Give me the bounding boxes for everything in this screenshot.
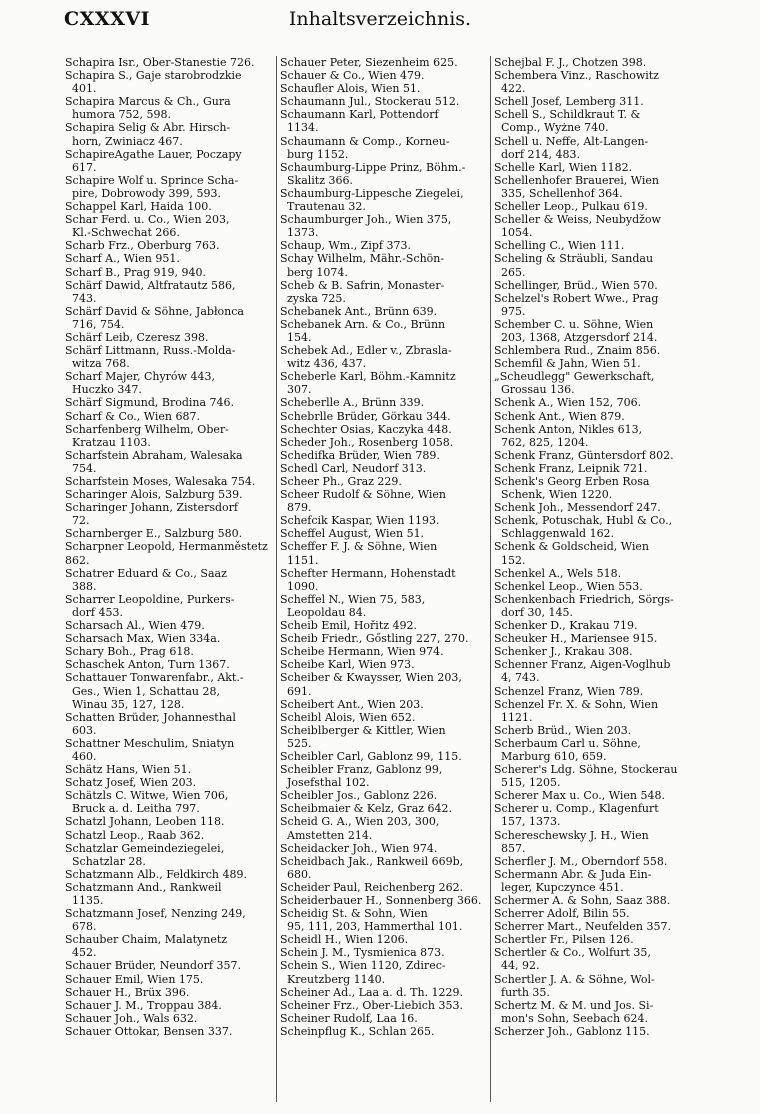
index-entry: Schefter Hermann, Hohenstadt 1090. [280,566,456,593]
index-entry: Schelle Karl, Wien 1182. [494,160,633,174]
index-entry: Scheider Paul, Reichenberg 262. [280,880,464,894]
index-entry: Scheller & Weiss, Neubydžow 1054. [494,213,661,240]
index-entry: Scheller Leop., Pulkau 619. [494,200,648,214]
index-entry: Schatzlar Gemeindeziegelei, Schatzlar 28. [65,841,225,868]
index-entry: Scherrer Adolf, Bilin 55. [494,907,630,921]
index-entry: Schatzmann Josef, Nenzing 249, 678. [65,907,246,934]
index-entry: Schapira Isr., Ober-Stanestie 726. [65,56,255,69]
index-entry: Scheffel August, Wien 51. [280,527,425,541]
index-entry: Schenzel Fr. X. & Sohn, Wien 1121. [494,697,659,724]
index-entry: Schaumann Karl, Pottendorf 1134. [280,108,439,135]
index-entry: Scheidacker Joh., Wien 974. [280,841,438,855]
index-entry: Schauer Peter, Siezenheim 625. [280,56,458,69]
index-entry: Schertler J. A. & Söhne, Wol- furth 35. [494,972,655,999]
index-entry: Scheib Emil, Hořitz 492. [280,619,418,633]
index-entry: Schatzmann Alb., Feldkirch 489. [65,867,247,881]
index-entry: Schell Josef, Lemberg 311. [494,95,644,109]
index-entry: Schatzl Johann, Leoben 118. [65,815,225,829]
index-entry: Scharf & Co., Wien 687. [65,409,201,423]
index-entry: Schatzmann And., Rankweil 1135. [65,880,222,907]
index-entry: Scheidl H., Wien 1206. [280,933,409,947]
index-entry: Schatrer Eduard & Co., Saaz 388. [65,566,227,593]
index-entry: Schauer Brüder, Neundorf 357. [65,959,241,973]
index-entry: Schauer J. M., Troppau 384. [65,998,222,1012]
index-entry: Schenk, Potuschak, Hubl & Co., Schlaggenwald 162. [494,514,673,541]
index-entry: Schejbal F. J., Chotzen 398. [494,56,647,69]
index-entry: Scheiner Ad., Laa a. d. Th. 1229. [280,985,464,999]
index-entry: Scharnberger E., Salzburg 580. [65,527,243,541]
index-entry: Schertler & Co., Wolfurt 35, 44, 92. [494,946,651,973]
page-number: CXXXVI [64,8,150,30]
index-entry: Scheder Joh., Rosenberg 1058. [280,435,454,449]
index-entry: Schenk Franz, Güntersdorf 802. [494,448,674,462]
index-entry: Scheiner Rudolf, Laa 16. [280,1011,418,1025]
index-entry: Scharsach Al., Wien 479. [65,619,205,633]
index-entry: Schenk Anton, Nikles 613, 762, 825, 1204. [494,422,643,449]
index-entry: Schein J. M., Tysmienica 873. [280,946,445,960]
index-entry: Scherfler J. M., Oberndorf 558. [494,854,668,868]
index-entry: Schapire Wolf u. Sprince Scha- pire, Dobrowody 399, 593. [65,173,239,200]
index-entry: Schenk A., Wien 152, 706. [494,396,642,410]
index-entry: Schar Ferd. u. Co., Wien 203, Kl.-Schwechat 266. [65,213,230,240]
index-entry: Schenk Franz, Leipnik 721. [494,461,648,475]
index-entry: Scharf Majer, Chyrów 443, Huczko 347. [65,370,215,397]
index-entry: Scheffer F. J. & Söhne, Wien 1151. [280,540,438,567]
index-entry: Scharb Frz., Oberburg 763. [65,239,220,253]
index-entry: Schauer H., Brüx 396. [65,985,190,999]
index-entry: Schertz M. & M. und Jos. Si- mon's Sohn, Seebach 624. [494,998,654,1025]
index-entry: Schärf David & Söhne, Jabłonca 716, 754. [65,304,244,331]
index-entry: Schärf Leib, Czeresz 398. [65,330,209,344]
index-entry: Schenk Ant., Wien 879. [494,409,625,423]
index-entry: Schedl Carl, Neudorf 313. [280,461,427,475]
index-entry: Schember C. u. Söhne, Wien 203, 1368, Atzgersdorf 214. [494,317,658,344]
index-entry: Schenner Franz, Aigen-Voglhub 4, 743. [494,658,671,685]
index-entry: Schenker D., Krakau 719. [494,619,638,633]
index-entry: Schatten Brüder, Johannesthal 603. [65,710,236,737]
index-entry: Scheer Rudolf & Söhne, Wien 879. [280,488,447,515]
index-entry: Schattner Meschulim, Sniatyn 460. [65,736,235,763]
index-entry: Schlembera Rud., Znaim 856. [494,344,661,358]
index-entry: Schedifka Brüder, Wien 789. [280,448,440,462]
index-entry: Schaschek Anton, Turn 1367. [65,658,230,672]
index-columns [62,56,706,1102]
index-entry: Scheibler Jos., Gablonz 226. [280,789,438,803]
index-entry: Schaumann & Comp., Korneu- burg 1152. [280,134,450,161]
index-entry: Schätzls C. Witwe, Wien 706, Bruck a. d. Leitha 797. [65,789,229,816]
index-entry: Scheffel N., Wien 75, 583, Leopoldau 84. [280,592,426,619]
index-entry: Schechter Osias, Kaczyka 448. [280,422,452,436]
index-entry: Scharinger Johann, Zistersdorf 72. [65,501,238,528]
index-entry: Scherer u. Comp., Klagenfurt 157, 1373. [494,802,659,829]
index-entry: Schärf Littmann, Russ.-Molda- witza 768. [65,344,236,371]
index-entry: Schereschewsky J. H., Wien 857. [494,828,649,855]
index-entry: Scheidbach Jak., Rankweil 669b, 680. [280,854,464,881]
index-entry: Scheibmaier & Kelz, Graz 642. [280,802,453,816]
index-entry: Schauer Emil, Wien 175. [65,972,204,986]
index-entry: Schattauer Tonwarenfabr., Akt.- Ges., Wien 1, Schattau 28, Winau 35, 127, 128. [65,671,244,711]
index-entry: Scheibert Ant., Wien 203. [280,697,424,711]
index-entry: Schermann Abr. & Juda Ein- leger, Kupczynce 451. [494,867,652,894]
index-entry: Schaumburg-Lippe Prinz, Böhm.- Skalitz 366. [280,160,466,187]
index-entry: Schapira S., Gaje starobrodzkie 401. [65,69,242,96]
index-entry: Schauer Ottokar, Bensen 337. [65,1024,233,1038]
index-entry: Schebrlle Brüder, Görkau 344. [280,409,451,423]
index-entry: Schatzl Leop., Raab 362. [65,828,205,842]
index-entry: Schenkenbach Friedrich, Sörgs- dorf 30, 145. [494,592,674,619]
index-entry: Schenkel A., Wels 518. [494,566,622,580]
index-column-middle [276,56,490,1102]
index-entry: Scheer Ph., Graz 229. [280,475,402,488]
index-entry: Schein S., Wien 1120, Zdirec- Kreutzberg 1140. [280,959,446,986]
index-entry: Schärf Sigmund, Brodina 746. [65,396,235,410]
index-entry: Scharfenberg Wilhelm, Ober- Kratzau 1103. [65,422,229,449]
index-entry: Scheib Friedr., Gőstling 227, 270. [280,632,469,646]
index-entry: Scheiderbauer H., Sonnenberg 366. [280,894,482,907]
index-entry: Schauer & Co., Wien 479. [280,69,425,83]
index-entry: Schelzel's Robert Wwe., Prag 975. [494,291,659,318]
index-entry: Schertler Fr., Pilsen 126. [494,933,634,947]
index-entry: Schaufler Alois, Wien 51. [280,82,421,96]
index-column-right [490,56,704,1102]
index-entry: Schembera Vinz., Raschowitz 422. [494,69,659,96]
index-entry: Scheuker H., Mariensee 915. [494,632,658,646]
index-entry: Scharf A., Wien 951. [65,252,180,266]
index-entry: Scherbaum Carl u. Söhne, Marburg 610, 659. [494,736,641,763]
index-entry: Schauer Joh., Wals 632. [65,1011,198,1025]
index-column-left [62,56,276,1102]
index-entry: Scharinger Alois, Salzburg 539. [65,488,243,502]
index-entry: Schefcik Kaspar, Wien 1193. [280,514,440,528]
index-entry: Schaumann Jul., Stockerau 512. [280,95,460,109]
index-entry: Scheling & Sträubli, Sandau 265. [494,252,654,279]
index-entry: Schärf Dawid, Altfratautz 586, 743. [65,278,236,305]
index-entry: Scheibler Franz, Gablonz 99, Josefsthal 102. [280,763,443,790]
index-entry: Scheb & B. Safrin, Monaster- zyska 725. [280,278,445,305]
index-entry: Schenzel Franz, Wien 789. [494,684,644,698]
index-entry: Schatz Josef, Wien 203. [65,776,197,790]
index-entry: Schätz Hans, Wien 51. [65,763,192,777]
index-entry: Scheiber & Kwaysser, Wien 203, 691. [280,671,462,698]
index-entry: Scheibler Carl, Gablonz 99, 115. [280,749,462,763]
index-entry: Scherer Max u. Co., Wien 548. [494,789,665,803]
index-entry: Schappel Karl, Haida 100. [65,200,212,214]
index-entry: Scheiblberger & Kittler, Wien 525. [280,723,446,750]
index-entry: Scharsach Max, Wien 334a. [65,632,221,646]
index-entry: Schenkel Leop., Wien 553. [494,579,643,593]
index-entry: „Scheudlegg" Gewerkschaft, Grossau 136. [494,370,655,397]
index-entry: Scheibe Karl, Wien 973. [280,658,415,672]
index-entry: Schellinger, Brüd., Wien 570. [494,278,658,292]
index-entry: Scheinpflug K., Schlan 265. [280,1024,435,1038]
index-entry: Scharfstein Abraham, Walesaka 754. [65,448,243,475]
index-entry: Scheiner Frz., Ober-Liebich 353. [280,998,464,1012]
index-entry: Schenk Joh., Messendorf 247. [494,501,661,515]
index-entry: Schell S., Schildkraut T. & Comp., Wyżne 740. [494,108,641,135]
index-entry: Schapira Marcus & Ch., Gura humora 752, 598. [65,95,231,122]
index-entry: Schermer A. & Sohn, Saaz 388. [494,894,671,907]
index-entry: Schebanek Arn. & Co., Brünn 154. [280,317,446,344]
index-entry: Schellenhofer Brauerei, Wien 335, Schellenhof 364. [494,173,659,200]
index-entry: Scheberlle A., Brünn 339. [280,396,425,410]
index-entry: Schenk & Goldscheid, Wien 152. [494,540,649,567]
index-entry: Scherzer Joh., Gablonz 115. [494,1024,650,1038]
index-entry: Schenker J., Krakau 308. [494,645,633,659]
index-entry: Schary Boh., Prag 618. [65,645,194,659]
index-entry: Scharpner Leopold, Hermanměstetz 862. [65,540,272,567]
index-entry: Schapira Selig & Abr. Hirsch- horn, Zwiniacz 467. [65,121,231,148]
index-entry: Schay Wilhelm, Mähr.-Schön- berg 1074. [280,252,445,279]
index-entry: Schaup, Wm., Zipf 373. [280,239,411,253]
page-header [0,8,760,40]
index-entry: Scheidig St. & Sohn, Wien 95, 111, 203, Hammerthal 101. [280,907,463,934]
index-entry: Schelling C., Wien 111. [494,239,625,253]
index-entry: Scherrer Mart., Neufelden 357. [494,920,672,934]
index-entry: Scheberle Karl, Böhm.-Kamnitz 307. [280,370,456,397]
index-entry: Schaumburger Joh., Wien 375, 1373. [280,213,452,240]
index-entry: Schauber Chaim, Malatynetz 452. [65,933,228,960]
index-entry: Scherb Brüd., Wien 203. [494,723,632,737]
index-entry: Scharfstein Moses, Walesaka 754. [65,475,256,488]
index-entry: Scheibl Alois, Wien 652. [280,710,416,724]
index-entry: SchapireAgathe Lauer, Poczapy 617. [65,147,242,174]
index-entry: Schaumburg-Lippesche Ziegelei, Trautenau 32. [280,186,464,214]
index-entry: Scheid G. A., Wien 203, 300, Amstetten 214. [280,815,440,842]
index-entry: Schenk's Georg Erben Rosa Schenk, Wien 1220. [494,475,650,502]
index-entry: Schemfil & Jahn, Wien 51. [494,357,641,371]
index-entry: Scherer's Ldg. Söhne, Stockerau 515, 1205. [494,763,678,790]
index-entry: Scheibe Hermann, Wien 974. [280,645,444,659]
index-entry: Scharrer Leopoldine, Purkers- dorf 453. [65,592,235,619]
index-entry: Schebek Ad., Edler v., Zbrasla- witz 436, 437. [280,344,452,371]
index-entry: Scharf B., Prag 919, 940. [65,265,206,279]
index-entry: Schell u. Neffe, Alt-Langen- dorf 214, 483. [494,134,649,161]
page-title: Inhaltsverzeichnis. [288,8,472,30]
index-entry: Schebanek Ant., Brünn 639. [280,304,438,318]
